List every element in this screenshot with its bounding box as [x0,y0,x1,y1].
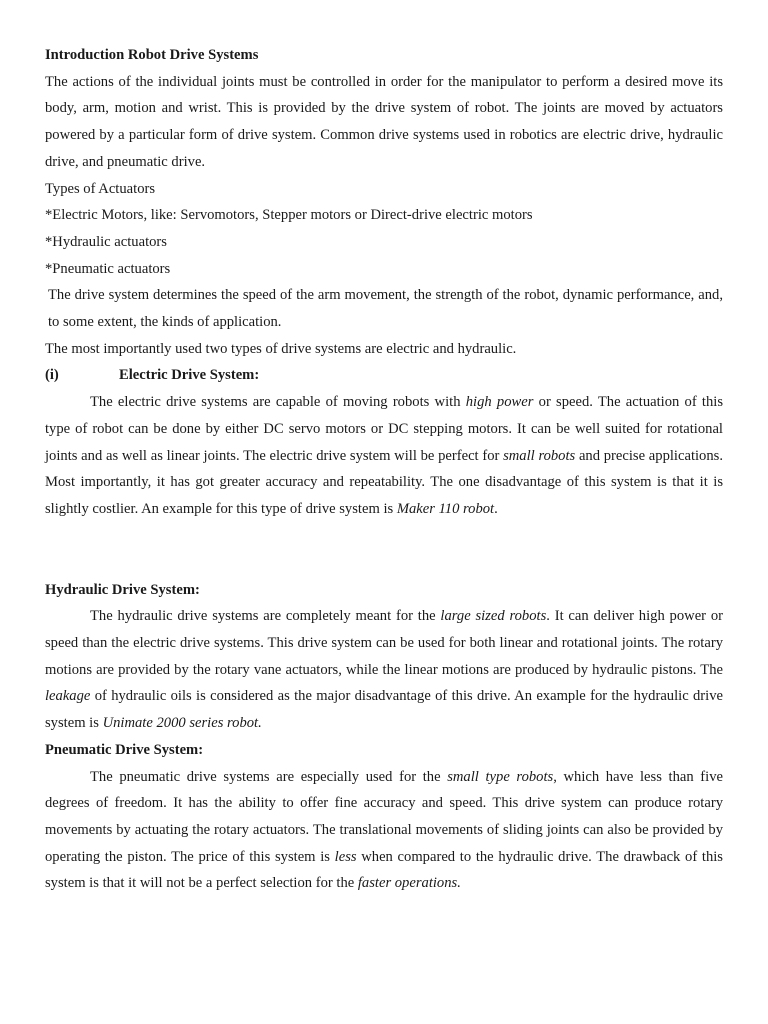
types-heading: Types of Actuators [45,180,156,197]
emphasis: leakage [45,688,91,705]
emphasis: high power [465,394,534,411]
most-important-paragraph: The most importantly used two types of drive systems are electric and hydraulic. [45,340,517,357]
intro-paragraph: The actions of the individual joints must be controlled in order for the manipulator to perform a desired move its body, arm, motion and wrist. This is provided by the drive system of robot. The joints are moved by actuators powered by a particular form of drive system. Common drive systems used in robotics are electric drive, hydraulic drive, and pneumatic drive. [45,73,723,170]
emphasis: small robots [503,447,576,464]
hydraulic-heading: Hydraulic Drive System: [45,581,200,598]
intro-heading: Introduction Robot Drive Systems [45,47,259,63]
pneumatic-heading: Pneumatic Drive System: [45,741,204,758]
pneumatic-paragraph: The pneumatic drive systems are especially used for the small type robots, which have less than five degrees of freedom. It has the ability to offer fine accuracy and speed. This drive system can produce rotary movements by actuating the rotary actuators. The translational movements of sliding joints can also be provided by operating the piston. The price of this system is less when compared to the hydraulic drive. The drawback of this system is that it will not be a perfect selection for the faster operations. [45,768,723,892]
actuator-type-pneumatic: *Pneumatic actuators [45,260,171,277]
section-spacer [45,523,723,577]
electric-section-heading [45,362,723,389]
actuator-type-hydraulic: *Hydraulic actuators [45,233,167,250]
document-page [45,42,723,897]
actuator-type-electric: *Electric Motors, like: Servomotors, Stepper motors or Direct-drive electric motors [45,207,533,224]
drive-system-paragraph: The drive system determines the speed of the arm movement, the strength of the robot, dynamic performance, and, to some extent, the kinds of application. [48,287,723,331]
electric-heading: Electric Drive System: [119,367,260,384]
emphasis: Maker 110 robot [396,500,495,517]
emphasis: large sized robots [440,608,547,625]
emphasis: small type robots [447,768,554,785]
emphasis: less [334,848,357,865]
emphasis: Unimate 2000 series robot. [102,715,262,732]
electric-paragraph: The electric drive systems are capable of moving robots with high power or speed. The actuation of this type of robot can be done by either DC servo motors or DC stepping motors. It can be well suited for rotational joints and as well as linear joints. The electric drive system will be perfect for small robots and precise applications. Most importantly, it has got greater accuracy and repeatability. The one disadvantage of this system is that it is slightly costlier. An example for this type of drive system is Maker 110 robot. [45,394,724,517]
emphasis: faster operations. [357,875,461,892]
hydraulic-paragraph: The hydraulic drive systems are completely meant for the large sized robots. It can deliver high power or speed than the electric drive systems. This drive system can be used for both linear and rotational joints. The rotary motions are provided by the rotary vane actuators, while the linear motions are produced by hydraulic pistons. The leakage of hydraulic oils is considered as the major disadvantage of this drive. An example for the hydraulic drive system is Unimate 2000 series robot. [45,608,723,732]
section-number: (i) [45,367,59,384]
